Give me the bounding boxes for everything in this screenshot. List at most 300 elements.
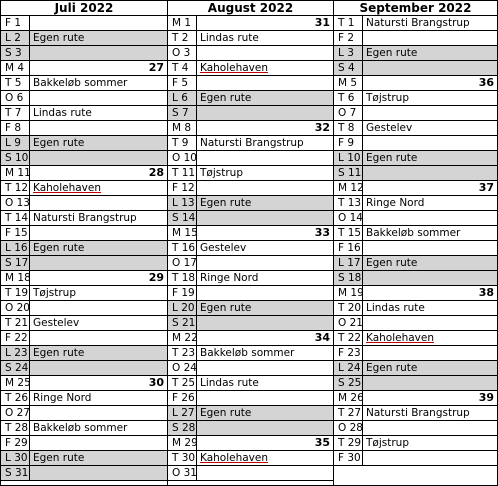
day-row [1,106,167,121]
cell-divider [29,241,30,255]
week-number: 37 [478,181,494,194]
cell-divider [29,196,30,210]
day-row [1,286,167,301]
day-row [334,211,497,226]
cell-divider [196,406,197,420]
day-label: T 14 [5,212,29,224]
cell-divider [196,436,197,450]
cell-divider [29,91,30,105]
cell-divider [196,121,197,135]
cell-divider [29,136,30,150]
day-label: S 17 [5,257,29,269]
cell-divider [362,151,363,165]
day-label: S 28 [172,422,196,434]
day-label: T 20 [338,302,362,314]
day-row [1,226,167,241]
event-label: Kaholehaven [366,332,435,344]
day-label: F 2 [338,32,355,44]
cell-divider [196,466,197,480]
event-label: Egen rute [33,452,85,464]
day-label: T 26 [5,392,29,404]
week-number: 34 [314,331,330,344]
cell-divider [29,406,30,420]
event-label: Egen rute [200,92,252,104]
day-row [1,301,167,316]
day-label: S 7 [172,107,189,119]
week-number: 32 [314,121,330,134]
month-column-july [1,1,167,485]
day-label: L 3 [338,47,354,59]
day-row [334,421,497,436]
event-label: Egen rute [200,407,252,419]
cell-divider [29,331,30,345]
cell-divider [29,376,30,390]
event-label: Ringe Nord [33,392,92,404]
day-label: M 29 [172,437,198,449]
week-number: 36 [478,76,494,89]
day-row [334,31,497,46]
week-number: 35 [314,436,330,449]
day-row [168,106,333,121]
day-label: T 2 [172,32,189,44]
day-label: F 15 [5,227,28,239]
day-row [168,316,333,331]
cell-divider [29,301,30,315]
day-row [168,46,333,61]
cell-divider [196,61,197,75]
day-row [168,151,333,166]
day-row [334,271,497,286]
day-row [168,346,333,361]
day-label: T 16 [172,242,196,254]
day-label: F 1 [5,17,22,29]
event-label: Egen rute [200,197,252,209]
event-label: Natursti Brangstrup [200,137,304,149]
cell-divider [362,211,363,225]
day-label: M 8 [172,122,192,134]
cell-divider [196,46,197,60]
month-header: September 2022 [334,1,497,16]
day-row [1,121,167,136]
cell-divider [196,346,197,360]
day-row [168,301,333,316]
day-label: O 28 [338,422,363,434]
cell-divider [362,451,363,465]
day-row [334,196,497,211]
day-label: S 3 [5,47,22,59]
day-label: M 26 [338,392,364,404]
event-label: Natursti Brangstrup [366,17,470,29]
day-row [334,106,497,121]
day-label: T 18 [172,272,196,284]
cell-divider [29,226,30,240]
event-label: Bakkeløb sommer [200,347,295,359]
cell-divider [196,166,197,180]
cell-divider [196,301,197,315]
event-label: Kaholehaven [200,62,269,74]
day-row [1,316,167,331]
day-row [334,286,497,301]
cell-divider [29,211,30,225]
cell-divider [362,76,363,90]
cell-divider [196,181,197,195]
cell-divider [362,16,363,30]
cell-divider [196,361,197,375]
day-label: L 6 [172,92,188,104]
cell-divider [196,241,197,255]
event-label: Egen rute [33,242,85,254]
day-label: O 14 [338,212,363,224]
cell-divider [29,451,30,465]
cell-divider [196,451,197,465]
cell-divider [196,271,197,285]
cell-divider [196,331,197,345]
cell-divider [196,31,197,45]
day-label: O 27 [5,407,30,419]
cell-divider [362,331,363,345]
day-label: L 13 [172,197,195,209]
day-label: M 18 [5,272,31,284]
week-number: 30 [148,376,164,389]
day-row [1,76,167,91]
event-label: Kaholehaven [33,182,102,194]
day-row [334,16,497,31]
day-row [168,331,333,346]
cell-divider [29,31,30,45]
event-label: Egen rute [366,152,418,164]
day-label: L 23 [5,347,28,359]
cell-divider [29,391,30,405]
day-row [168,361,333,376]
day-row [1,376,167,391]
event-label: Egen rute [366,257,418,269]
cell-divider [29,436,30,450]
week-number: 29 [148,271,164,284]
cell-divider [362,196,363,210]
event-label: Tøjstrup [200,167,243,179]
cell-divider [362,181,363,195]
event-label: Ringe Nord [200,272,259,284]
event-label: Gestelev [33,317,80,329]
day-row [334,436,497,451]
day-row [334,346,497,361]
event-label: Lindas rute [200,32,259,44]
day-row [168,136,333,151]
event-label: Lindas rute [33,107,92,119]
day-row [168,196,333,211]
day-row [334,361,497,376]
day-row [334,121,497,136]
day-row [1,406,167,421]
day-label: F 12 [172,182,195,194]
cell-divider [362,136,363,150]
day-label: L 16 [5,242,28,254]
day-label: F 23 [338,347,361,359]
day-row [168,16,333,31]
cell-divider [362,391,363,405]
month-header: August 2022 [168,1,333,16]
day-row [334,151,497,166]
day-row [168,61,333,76]
day-label: T 1 [338,17,355,29]
cell-divider [362,91,363,105]
cell-divider [29,46,30,60]
week-number: 28 [148,166,164,179]
day-label: T 7 [5,107,22,119]
day-row [1,256,167,271]
day-row [1,46,167,61]
day-label: L 24 [338,362,361,374]
day-label: L 27 [172,407,195,419]
cell-divider [29,466,30,480]
day-row [334,136,497,151]
day-label: T 22 [338,332,362,344]
day-row [1,16,167,31]
cell-divider [362,61,363,75]
day-row [168,466,333,481]
day-label: T 30 [172,452,196,464]
day-label: T 9 [172,137,189,149]
cell-divider [362,346,363,360]
week-number: 33 [314,226,330,239]
event-label: Egen rute [366,362,418,374]
event-label: Egen rute [33,347,85,359]
day-row [1,391,167,406]
day-label: F 22 [5,332,28,344]
day-label: S 25 [338,377,362,389]
event-label: Bakkeløb sommer [33,77,128,89]
cell-divider [196,391,197,405]
cell-divider [362,421,363,435]
cell-divider [196,91,197,105]
day-row [168,256,333,271]
day-label: M 5 [338,77,358,89]
day-label: T 27 [338,407,362,419]
cell-divider [362,121,363,135]
day-row [1,451,167,466]
day-label: L 30 [5,452,28,464]
day-label: O 24 [172,362,197,374]
day-row [334,331,497,346]
cell-divider [362,361,363,375]
day-label: F 9 [338,137,355,149]
day-row [168,286,333,301]
cell-divider [196,421,197,435]
day-label: O 20 [5,302,30,314]
day-label: M 4 [5,62,25,74]
day-label: O 6 [5,92,24,104]
cell-divider [29,316,30,330]
day-label: M 11 [5,167,31,179]
day-label: M 19 [338,287,364,299]
day-label: T 4 [172,62,189,74]
event-label: Tøjstrup [366,437,409,449]
day-row [334,451,497,466]
cell-divider [196,106,197,120]
day-row [334,46,497,61]
day-row [1,31,167,46]
day-row [334,376,497,391]
day-row [168,421,333,436]
day-label: M 15 [172,227,198,239]
day-row [1,436,167,451]
cell-divider [196,76,197,90]
day-row [1,196,167,211]
day-label: F 16 [338,242,361,254]
day-label: S 31 [5,467,29,479]
day-row [168,391,333,406]
day-row [168,241,333,256]
event-label: Kaholehaven [200,452,269,464]
cell-divider [362,406,363,420]
day-label: T 5 [5,77,22,89]
month-header: Juli 2022 [1,1,167,16]
day-label: O 17 [172,257,197,269]
day-row [334,241,497,256]
cell-divider [362,166,363,180]
cell-divider [29,61,30,75]
day-row [168,271,333,286]
cell-divider [29,181,30,195]
day-row [1,271,167,286]
week-number: 39 [478,391,494,404]
event-label: Egen rute [200,302,252,314]
day-label: T 6 [338,92,355,104]
day-row [1,136,167,151]
day-row [1,346,167,361]
event-label: Bakkeløb sommer [33,422,128,434]
day-row [334,91,497,106]
day-label: O 10 [172,152,197,164]
day-label: T 29 [338,437,362,449]
cell-divider [362,31,363,45]
day-label: F 26 [172,392,195,404]
cell-divider [29,271,30,285]
day-label: O 31 [172,467,197,479]
cell-divider [196,376,197,390]
day-row [334,76,497,91]
day-row [168,181,333,196]
event-label: Egen rute [33,32,85,44]
cell-divider [196,151,197,165]
day-label: T 25 [172,377,196,389]
cell-divider [362,46,363,60]
cell-divider [362,106,363,120]
day-label: O 3 [172,47,191,59]
event-label: Lindas rute [200,377,259,389]
day-row [1,61,167,76]
day-label: F 8 [5,122,22,134]
day-row [334,166,497,181]
cell-divider [362,436,363,450]
event-label: Gestelev [366,122,413,134]
day-row [1,151,167,166]
cell-divider [29,256,30,270]
cell-divider [196,316,197,330]
cell-divider [29,346,30,360]
cell-divider [362,241,363,255]
day-label: O 7 [338,107,357,119]
cell-divider [196,226,197,240]
day-row [334,226,497,241]
cell-divider [29,106,30,120]
day-label: T 28 [5,422,29,434]
day-row [1,466,167,481]
cell-divider [29,286,30,300]
day-row [168,406,333,421]
day-row [334,406,497,421]
cell-divider [362,301,363,315]
day-row [334,61,497,76]
day-label: S 14 [172,212,196,224]
day-label: M 25 [5,377,31,389]
event-label: Ringe Nord [366,197,425,209]
day-row [334,301,497,316]
day-label: M 12 [338,182,364,194]
day-row [168,436,333,451]
day-label: T 8 [338,122,355,134]
day-row [1,331,167,346]
day-label: O 21 [338,317,363,329]
day-row [1,91,167,106]
day-row [168,166,333,181]
day-row [1,166,167,181]
event-label: Egen rute [366,47,418,59]
cell-divider [29,121,30,135]
day-label: S 11 [338,167,362,179]
day-row [1,361,167,376]
day-row [168,226,333,241]
month-column-august [167,1,333,485]
cell-divider [196,16,197,30]
day-label: T 23 [172,347,196,359]
cell-divider [29,166,30,180]
cell-divider [196,256,197,270]
day-label: S 10 [5,152,29,164]
cell-divider [362,226,363,240]
day-row [168,376,333,391]
day-row [1,241,167,256]
event-label: Tøjstrup [33,287,76,299]
day-row [168,211,333,226]
day-label: S 4 [338,62,355,74]
day-label: T 21 [5,317,29,329]
cell-divider [362,376,363,390]
day-label: S 24 [5,362,29,374]
day-label: S 21 [172,317,196,329]
day-row [168,91,333,106]
day-label: L 2 [5,32,21,44]
day-label: T 11 [172,167,196,179]
day-row [168,121,333,136]
cell-divider [362,271,363,285]
cell-divider [29,421,30,435]
month-column-september [333,1,497,485]
cell-divider [29,16,30,30]
cell-divider [29,76,30,90]
week-number: 31 [314,16,330,29]
day-label: M 1 [172,17,192,29]
cell-divider [362,286,363,300]
day-label: L 20 [172,302,195,314]
event-label: Lindas rute [366,302,425,314]
day-row [334,181,497,196]
day-label: T 19 [5,287,29,299]
event-label: Bakkeløb sommer [366,227,461,239]
day-row [334,316,497,331]
cell-divider [362,256,363,270]
day-row [1,421,167,436]
